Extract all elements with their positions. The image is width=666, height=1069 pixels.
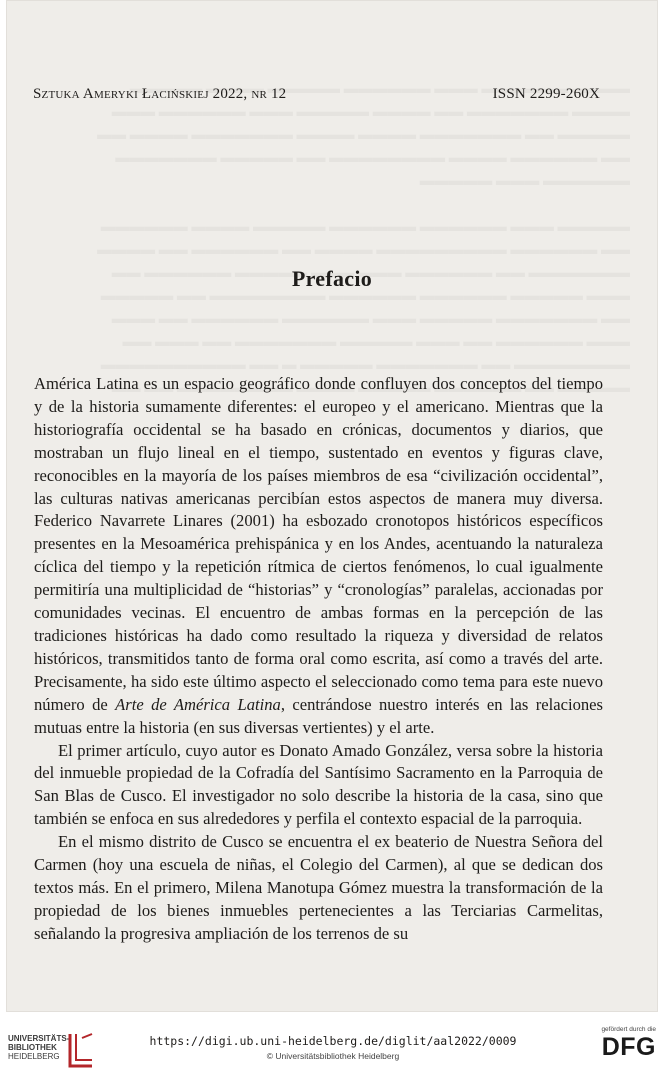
permalink-url[interactable]: https://digi.ub.uni-heidelberg.de/diglit/aal2022/0009: [149, 1034, 517, 1048]
library-logo-text: UNIVERSITÄTS- BIBLIOTHEK HEIDELBERG: [8, 1034, 70, 1061]
page-title: Prefacio: [291, 266, 373, 291]
paragraph-1: América Latina es un espacio geográfico donde confluyen dos conceptos del tiempo y de la historia sumamente diferentes: el europeo y el americano. Mientras que la historiografía occidental se ha basado en crónicas, documentos y diarios, que mostraban un flujo lineal en el tiempo, sustentado en eventos y figuras clave, reconocibles en la mayoría de los países miembros de esa “civilización occidental”, las culturas nativas americanas percibían estos aspectos de manera muy diversa. Federico Navarrete Linares (2001) ha esbozado cronotopos históricos específicos presentes en la Mesoamérica prehispánica y en los Andes, acentuando la naturaleza cíclica del tiempo y la repetición rítmica de ciertos fenómenos, lo cual igualmente permitiría una multiplicidad de “historias” y “cronologías” paralelas, accionadas por comunidades vecinas. El encuentro de ambas formas en la percepción de las tradiciones históricas ha dado como resultado la riqueza y diversidad de relatos históricos, transmitidos tanto de forma oral como escrita, así como a través del arte. Precisamente, ha sido este último aspecto el seleccionado como tema para este nuevo número de Arte de América Latina, centrándose nuestro interés en las relaciones mutuas entre la historia (en sus diversas vertientes) y el arte.: [34, 374, 603, 737]
funder-note: gefördert durch die: [601, 1026, 656, 1033]
paragraph-3: En el mismo distrito de Cusco se encuentra el ex beaterio de Nuestra Señora del Carmen (hoy una escuela de niñas, el Colegio del Carmen), al que se dedican dos textos más. En el primero, Milena Manotupa Gómez muestra la transformación de la propiedad de los bienes inmuebles pertenecientes a las Terciarias Carmelitas, señalando la progresiva ampliación de los terrenos de su: [34, 832, 603, 943]
body-text: [34, 373, 603, 946]
issn: ISSN 2299-260X: [492, 86, 600, 102]
journal-name-italic: Arte de América Latina: [115, 694, 281, 714]
scanned-page: [6, 0, 658, 1012]
copyright-notice: © Universitätsbibliothek Heidelberg: [266, 1051, 400, 1061]
dfg-logo: DFG: [601, 1033, 656, 1061]
journal-title: Sztuka Ameryki Łacińskiej 2022, nr 12: [33, 86, 287, 102]
paragraph-2: El primer artículo, cuyo autor es Donato Amado González, versa sobre la historia del inmueble propiedad de la Cofradía del Santísimo Sacramento en la Parroquia de San Blas de Cusco. El investigador no solo describe la historia de la casa, sino que también se enfoca en sus alrededores y perfila el contexto espacial de la parroquia.: [34, 740, 603, 829]
running-header: [33, 86, 600, 103]
